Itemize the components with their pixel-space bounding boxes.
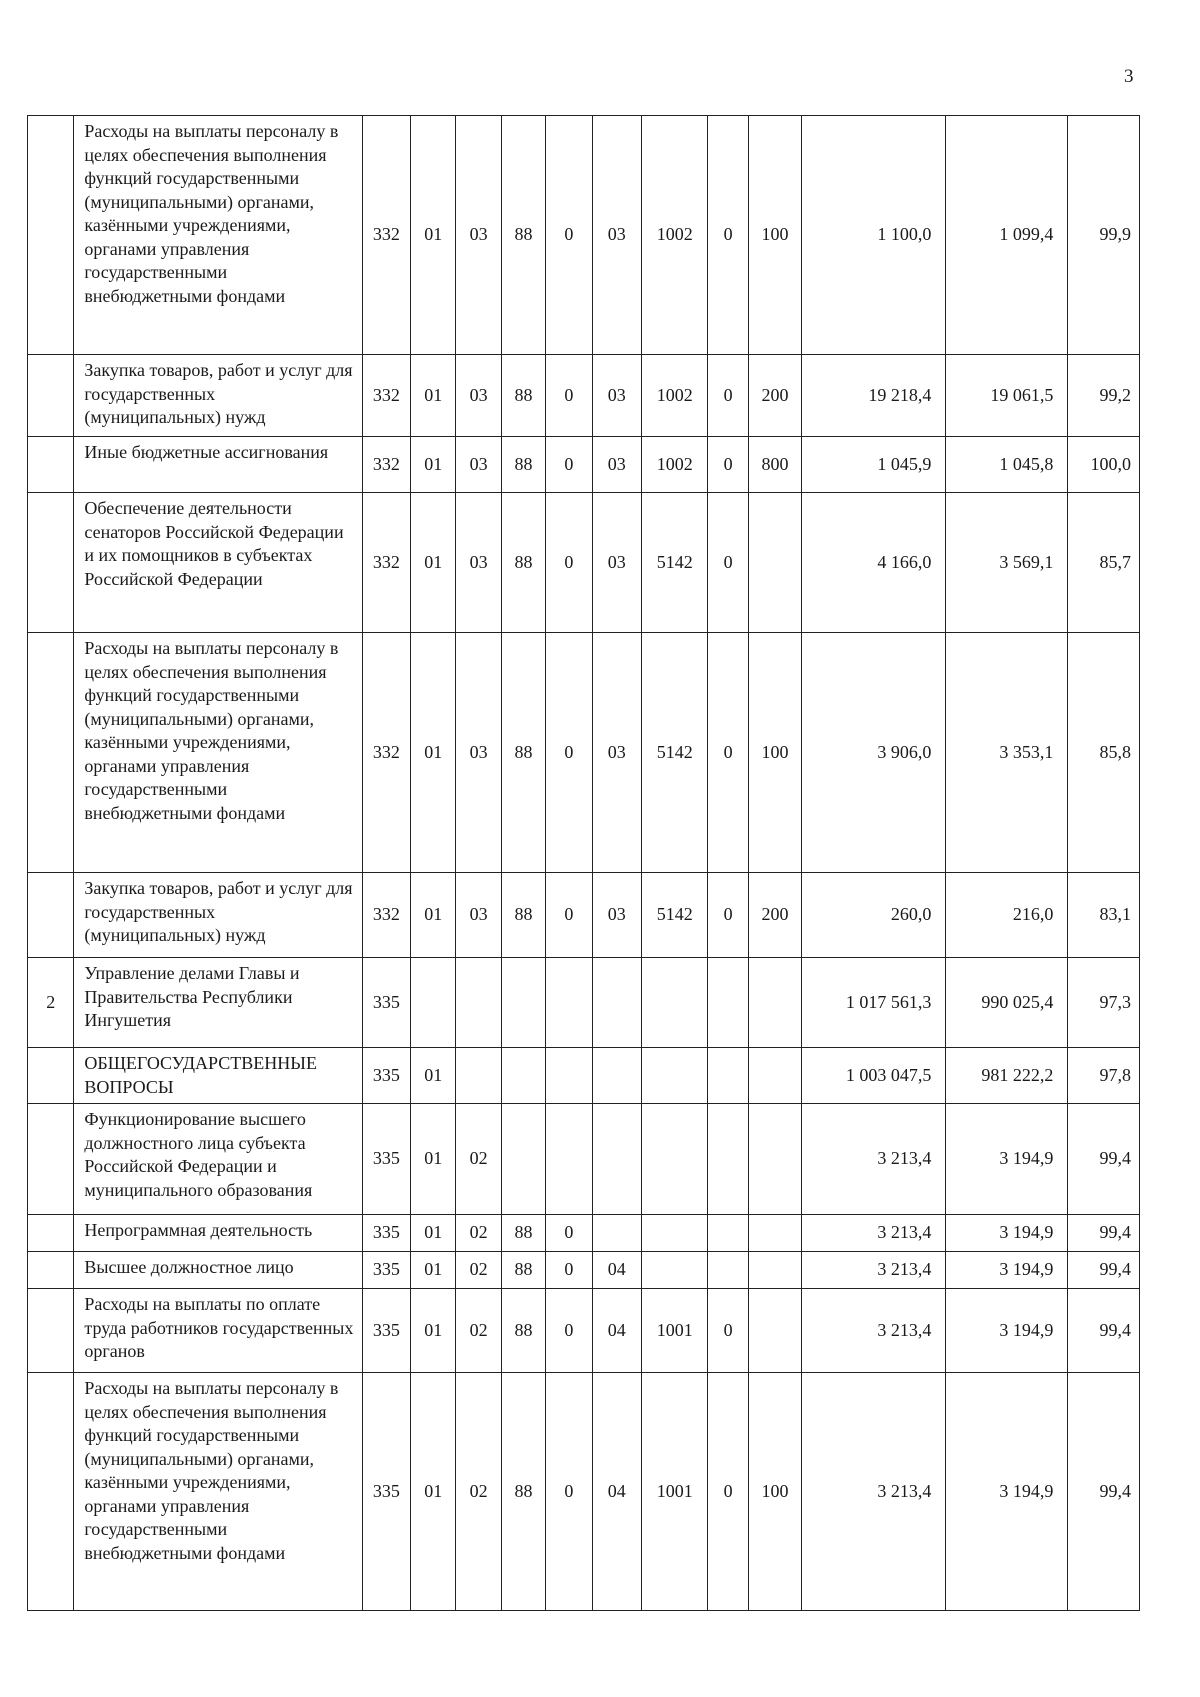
classification-code-cell: 332 <box>362 355 410 437</box>
classification-code-cell: 03 <box>456 355 501 437</box>
execution-percent-cell: 99,4 <box>1068 1215 1140 1252</box>
classification-code-cell: 0 <box>708 633 748 873</box>
row-number-cell <box>28 633 74 873</box>
executed-amount-cell: 1 099,4 <box>946 116 1068 355</box>
classification-code-cell: 03 <box>456 437 501 493</box>
classification-code-cell: 100 <box>748 1373 801 1611</box>
classification-code-cell: 03 <box>456 493 501 633</box>
classification-code-cell: 01 <box>411 1252 456 1289</box>
planned-amount-cell: 1 017 561,3 <box>802 958 946 1048</box>
classification-code-cell: 01 <box>411 1215 456 1252</box>
classification-code-cell: 03 <box>592 493 641 633</box>
execution-percent-cell: 85,8 <box>1068 633 1140 873</box>
execution-percent-cell: 100,0 <box>1068 437 1140 493</box>
planned-amount-cell: 1 003 047,5 <box>802 1048 946 1104</box>
classification-code-cell: 88 <box>501 1252 545 1289</box>
classification-code-cell: 332 <box>362 493 410 633</box>
classification-code-cell: 88 <box>501 437 545 493</box>
classification-code-cell: 0 <box>708 355 748 437</box>
classification-code-cell <box>641 1215 708 1252</box>
classification-code-cell: 01 <box>411 1104 456 1215</box>
classification-code-cell: 1002 <box>641 116 708 355</box>
classification-code-cell: 0 <box>546 633 592 873</box>
classification-code-cell <box>501 1104 545 1215</box>
execution-percent-cell: 97,8 <box>1068 1048 1140 1104</box>
executed-amount-cell: 3 569,1 <box>946 493 1068 633</box>
classification-code-cell: 01 <box>411 873 456 958</box>
classification-code-cell: 88 <box>501 1289 545 1373</box>
execution-percent-cell: 99,4 <box>1068 1104 1140 1215</box>
item-name-cell: Расходы на выплаты персоналу в целях обеспечения выполнения функций государственными (муниципальными) органами, казёнными учреждениями, органами управления государственными внебюджетными фондами <box>74 1373 362 1611</box>
executed-amount-cell: 3 353,1 <box>946 633 1068 873</box>
executed-amount-cell: 3 194,9 <box>946 1104 1068 1215</box>
planned-amount-cell: 3 213,4 <box>802 1104 946 1215</box>
classification-code-cell: 02 <box>456 1373 501 1611</box>
execution-percent-cell: 83,1 <box>1068 873 1140 958</box>
table-row <box>28 493 1140 633</box>
execution-percent-cell: 99,4 <box>1068 1252 1140 1289</box>
table-row <box>28 1215 1140 1252</box>
row-number-cell <box>28 116 74 355</box>
table-row <box>28 633 1140 873</box>
classification-code-cell: 0 <box>708 1289 748 1373</box>
classification-code-cell: 01 <box>411 493 456 633</box>
classification-code-cell <box>748 1215 801 1252</box>
executed-amount-cell: 3 194,9 <box>946 1252 1068 1289</box>
row-number-cell <box>28 1215 74 1252</box>
classification-code-cell: 335 <box>362 958 410 1048</box>
row-number-cell <box>28 355 74 437</box>
classification-code-cell: 1002 <box>641 355 708 437</box>
classification-code-cell <box>748 1104 801 1215</box>
classification-code-cell <box>708 1252 748 1289</box>
item-name-cell: Закупка товаров, работ и услуг для государственных (муниципальных) нужд <box>74 873 362 958</box>
executed-amount-cell: 990 025,4 <box>946 958 1068 1048</box>
classification-code-cell: 04 <box>592 1289 641 1373</box>
row-number-cell <box>28 1373 74 1611</box>
classification-code-cell: 335 <box>362 1215 410 1252</box>
execution-percent-cell: 99,4 <box>1068 1373 1140 1611</box>
table-row <box>28 1373 1140 1611</box>
item-name-cell: Обеспечение деятельности сенаторов Российской Федерации и их помощников в субъектах Российской Федерации <box>74 493 362 633</box>
table-row <box>28 1104 1140 1215</box>
planned-amount-cell: 19 218,4 <box>802 355 946 437</box>
classification-code-cell <box>748 493 801 633</box>
classification-code-cell: 03 <box>592 437 641 493</box>
classification-code-cell: 335 <box>362 1048 410 1104</box>
classification-code-cell <box>456 958 501 1048</box>
table-row <box>28 873 1140 958</box>
executed-amount-cell: 981 222,2 <box>946 1048 1068 1104</box>
classification-code-cell: 332 <box>362 116 410 355</box>
executed-amount-cell: 1 045,8 <box>946 437 1068 493</box>
classification-code-cell: 1001 <box>641 1289 708 1373</box>
classification-code-cell: 0 <box>708 873 748 958</box>
classification-code-cell: 01 <box>411 1289 456 1373</box>
classification-code-cell: 88 <box>501 873 545 958</box>
row-number-cell: 2 <box>28 958 74 1048</box>
classification-code-cell: 0 <box>708 1373 748 1611</box>
classification-code-cell <box>641 958 708 1048</box>
classification-code-cell <box>708 958 748 1048</box>
item-name-cell: Расходы на выплаты персоналу в целях обеспечения выполнения функций государственными (муниципальными) органами, казёнными учреждениями, органами управления государственными внебюджетными фондами <box>74 633 362 873</box>
classification-code-cell: 332 <box>362 437 410 493</box>
table-row <box>28 1048 1140 1104</box>
item-name-cell: ОБЩЕГОСУДАРСТВЕННЫЕ ВОПРОСЫ <box>74 1048 362 1104</box>
row-number-cell <box>28 1289 74 1373</box>
classification-code-cell: 88 <box>501 493 545 633</box>
planned-amount-cell: 1 045,9 <box>802 437 946 493</box>
planned-amount-cell: 3 213,4 <box>802 1289 946 1373</box>
classification-code-cell: 03 <box>592 116 641 355</box>
table-row <box>28 958 1140 1048</box>
item-name-cell: Высшее должностное лицо <box>74 1252 362 1289</box>
planned-amount-cell: 4 166,0 <box>802 493 946 633</box>
classification-code-cell: 5142 <box>641 493 708 633</box>
classification-code-cell: 200 <box>748 873 801 958</box>
row-number-cell <box>28 873 74 958</box>
planned-amount-cell: 3 213,4 <box>802 1373 946 1611</box>
classification-code-cell <box>748 1289 801 1373</box>
classification-code-cell: 5142 <box>641 633 708 873</box>
classification-code-cell: 02 <box>456 1289 501 1373</box>
classification-code-cell: 01 <box>411 355 456 437</box>
classification-code-cell: 02 <box>456 1215 501 1252</box>
classification-code-cell: 88 <box>501 1215 545 1252</box>
executed-amount-cell: 19 061,5 <box>946 355 1068 437</box>
classification-code-cell: 01 <box>411 437 456 493</box>
table-row <box>28 1252 1140 1289</box>
classification-code-cell: 01 <box>411 116 456 355</box>
item-name-cell: Расходы на выплаты персоналу в целях обеспечения выполнения функций государственными (муниципальными) органами, казёнными учреждениями, органами управления государственными внебюджетными фондами <box>74 116 362 355</box>
row-number-cell <box>28 1048 74 1104</box>
classification-code-cell <box>641 1104 708 1215</box>
classification-code-cell: 0 <box>546 1373 592 1611</box>
executed-amount-cell: 3 194,9 <box>946 1289 1068 1373</box>
classification-code-cell: 800 <box>748 437 801 493</box>
classification-code-cell: 0 <box>708 116 748 355</box>
classification-code-cell: 03 <box>592 355 641 437</box>
classification-code-cell: 04 <box>592 1373 641 1611</box>
planned-amount-cell: 3 213,4 <box>802 1252 946 1289</box>
item-name-cell: Иные бюджетные ассигнования <box>74 437 362 493</box>
classification-code-cell <box>708 1048 748 1104</box>
classification-code-cell <box>592 1048 641 1104</box>
execution-percent-cell: 99,4 <box>1068 1289 1140 1373</box>
classification-code-cell <box>501 958 545 1048</box>
table-row <box>28 1289 1140 1373</box>
item-name-cell: Закупка товаров, работ и услуг для государственных (муниципальных) нужд <box>74 355 362 437</box>
budget-execution-table <box>27 115 1140 1611</box>
classification-code-cell: 332 <box>362 633 410 873</box>
classification-code-cell: 0 <box>546 116 592 355</box>
planned-amount-cell: 3 213,4 <box>802 1215 946 1252</box>
classification-code-cell: 200 <box>748 355 801 437</box>
classification-code-cell: 88 <box>501 116 545 355</box>
classification-code-cell: 0 <box>546 1215 592 1252</box>
classification-code-cell: 0 <box>546 873 592 958</box>
classification-code-cell: 0 <box>546 437 592 493</box>
executed-amount-cell: 3 194,9 <box>946 1215 1068 1252</box>
table-row <box>28 437 1140 493</box>
classification-code-cell <box>748 1252 801 1289</box>
classification-code-cell <box>456 1048 501 1104</box>
execution-percent-cell: 85,7 <box>1068 493 1140 633</box>
classification-code-cell <box>592 958 641 1048</box>
classification-code-cell: 03 <box>592 633 641 873</box>
classification-code-cell: 02 <box>456 1252 501 1289</box>
table-row <box>28 355 1140 437</box>
classification-code-cell: 1002 <box>641 437 708 493</box>
classification-code-cell: 335 <box>362 1104 410 1215</box>
classification-code-cell: 5142 <box>641 873 708 958</box>
classification-code-cell: 0 <box>708 437 748 493</box>
classification-code-cell: 01 <box>411 633 456 873</box>
page-number: 3 <box>1124 66 1134 87</box>
item-name-cell: Расходы на выплаты по оплате труда работников государственных органов <box>74 1289 362 1373</box>
classification-code-cell <box>641 1252 708 1289</box>
classification-code-cell: 88 <box>501 355 545 437</box>
executed-amount-cell: 216,0 <box>946 873 1068 958</box>
classification-code-cell: 0 <box>546 1252 592 1289</box>
executed-amount-cell: 3 194,9 <box>946 1373 1068 1611</box>
classification-code-cell: 03 <box>592 873 641 958</box>
classification-code-cell <box>546 1048 592 1104</box>
classification-code-cell: 1001 <box>641 1373 708 1611</box>
classification-code-cell: 88 <box>501 633 545 873</box>
classification-code-cell: 03 <box>456 116 501 355</box>
planned-amount-cell: 1 100,0 <box>802 116 946 355</box>
row-number-cell <box>28 1104 74 1215</box>
classification-code-cell <box>748 1048 801 1104</box>
classification-code-cell: 0 <box>546 1289 592 1373</box>
classification-code-cell: 100 <box>748 116 801 355</box>
planned-amount-cell: 3 906,0 <box>802 633 946 873</box>
execution-percent-cell: 99,9 <box>1068 116 1140 355</box>
classification-code-cell <box>546 958 592 1048</box>
classification-code-cell: 335 <box>362 1289 410 1373</box>
item-name-cell: Функционирование высшего должностного лица субъекта Российской Федерации и муниципального образования <box>74 1104 362 1215</box>
classification-code-cell: 01 <box>411 1373 456 1611</box>
classification-code-cell: 332 <box>362 873 410 958</box>
classification-code-cell: 03 <box>456 873 501 958</box>
classification-code-cell: 335 <box>362 1373 410 1611</box>
classification-code-cell <box>546 1104 592 1215</box>
classification-code-cell: 04 <box>592 1252 641 1289</box>
planned-amount-cell: 260,0 <box>802 873 946 958</box>
row-number-cell <box>28 437 74 493</box>
classification-code-cell: 0 <box>546 355 592 437</box>
execution-percent-cell: 97,3 <box>1068 958 1140 1048</box>
classification-code-cell: 100 <box>748 633 801 873</box>
table-row <box>28 116 1140 355</box>
classification-code-cell <box>748 958 801 1048</box>
classification-code-cell <box>411 958 456 1048</box>
row-number-cell <box>28 1252 74 1289</box>
classification-code-cell <box>641 1048 708 1104</box>
classification-code-cell: 335 <box>362 1252 410 1289</box>
classification-code-cell: 0 <box>546 493 592 633</box>
classification-code-cell: 0 <box>708 493 748 633</box>
classification-code-cell <box>592 1104 641 1215</box>
classification-code-cell: 88 <box>501 1373 545 1611</box>
classification-code-cell <box>708 1215 748 1252</box>
item-name-cell: Непрограммная деятельность <box>74 1215 362 1252</box>
execution-percent-cell: 99,2 <box>1068 355 1140 437</box>
classification-code-cell: 01 <box>411 1048 456 1104</box>
classification-code-cell <box>592 1215 641 1252</box>
classification-code-cell: 02 <box>456 1104 501 1215</box>
classification-code-cell <box>708 1104 748 1215</box>
row-number-cell <box>28 493 74 633</box>
classification-code-cell: 03 <box>456 633 501 873</box>
classification-code-cell <box>501 1048 545 1104</box>
item-name-cell: Управление делами Главы и Правительства Республики Ингушетия <box>74 958 362 1048</box>
